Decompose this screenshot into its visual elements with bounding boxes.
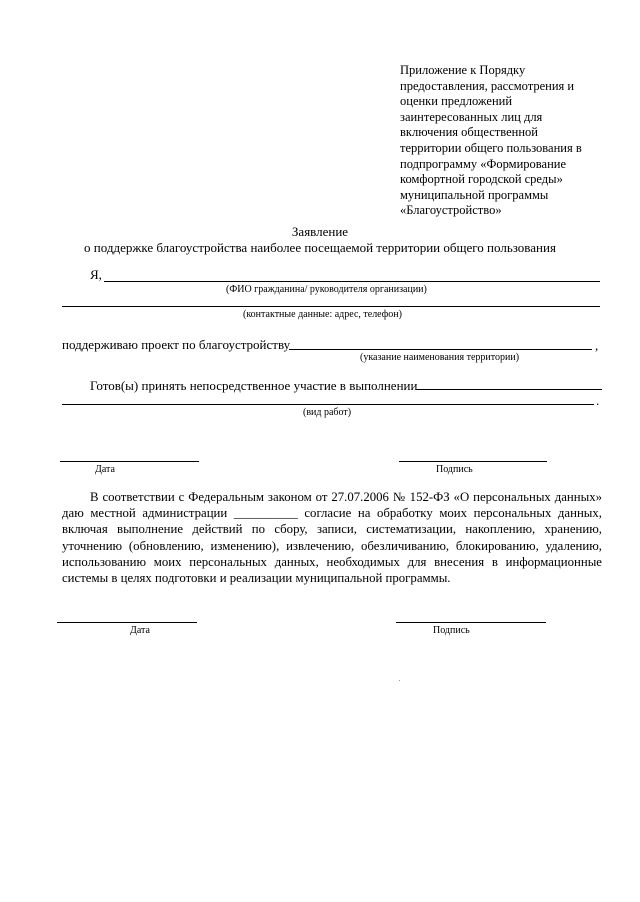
appendix-line: заинтересованных лиц для	[400, 109, 543, 124]
ya-label: Я,	[90, 267, 102, 282]
appendix-line: «Благоустройство»	[400, 203, 502, 218]
consent-line: уточнению (обновлению, изменению), извлечению, обезличиванию, блокированию, удалению,	[62, 538, 602, 553]
contacts-caption: (контактные данные: адрес, телефон)	[243, 309, 402, 320]
consent-date-field-line[interactable]	[57, 622, 197, 623]
fio-field-line[interactable]	[104, 281, 600, 282]
consent-line: использованию моих персональных данных, необходимых для внесения в информационные	[62, 554, 602, 569]
consent-signature-caption: Подпись	[433, 625, 470, 636]
works-caption: (вид работ)	[303, 407, 352, 418]
document-title: Заявление	[291, 224, 349, 239]
consent-line: системы в целях подготовки и реализации муниципальной программы.	[62, 571, 451, 586]
appendix-line: территории общего пользования в	[400, 140, 582, 155]
ready-label: Готов(ы) принять непосредственное участие в выполнении	[90, 378, 418, 393]
contacts-field-line[interactable]	[62, 306, 600, 307]
appendix-block	[400, 63, 600, 219]
appendix-line: Приложение к Порядку	[400, 63, 526, 77]
consent-date-caption: Дата	[130, 625, 150, 636]
territory-field-line[interactable]	[289, 349, 592, 350]
territory-caption: (указание наименования территории)	[360, 352, 520, 363]
consent-line: даю местной администрации __________ согласие на обработку моих персональных данных,	[62, 506, 602, 521]
consent-signature-field-line[interactable]	[396, 622, 546, 623]
participation-field-line[interactable]	[416, 389, 602, 390]
consent-line: включая выполнение действий по сбору, записи, систематизации, накоплению, хранению,	[62, 522, 602, 537]
works-period: .	[596, 393, 600, 408]
appendix-line: включения общественной	[400, 125, 538, 140]
support-comma: ,	[595, 338, 599, 353]
appendix-line: подпрограмму «Формирование	[400, 156, 566, 171]
date-field-line[interactable]	[60, 461, 199, 462]
appendix-line: муниципальной программы	[400, 187, 549, 202]
appendix-line: оценки предложений	[400, 94, 513, 109]
consent-paragraph	[62, 489, 602, 586]
scan-speck	[399, 680, 400, 681]
signature-field-line[interactable]	[399, 461, 547, 462]
consent-line: В соответствии с Федеральным законом от 27.07.2006 № 152-ФЗ «О персональных данных»	[90, 490, 602, 504]
support-label: поддерживаю проект по благоустройству	[62, 337, 291, 352]
document-subtitle: о поддержке благоустройства наиболее посещаемой территории общего пользования	[84, 240, 556, 255]
fio-caption: (ФИО гражданина/ руководителя организации)	[226, 284, 427, 295]
date-caption: Дата	[95, 464, 115, 475]
appendix-line: комфортной городской среды»	[400, 172, 563, 187]
appendix-line: предоставления, рассмотрения и	[400, 78, 575, 93]
signature-caption: Подпись	[436, 464, 473, 475]
works-field-line[interactable]	[62, 404, 594, 405]
